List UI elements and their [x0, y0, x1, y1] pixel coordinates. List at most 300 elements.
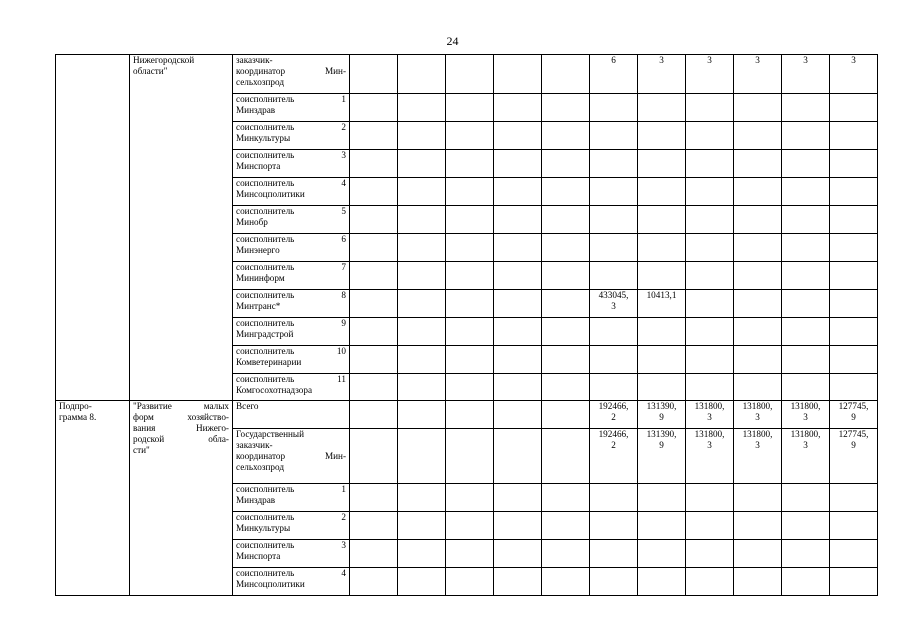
value-part: 3: [659, 55, 664, 65]
role-line: [236, 234, 346, 245]
value-part: 2: [611, 440, 616, 450]
value-cell: [686, 568, 734, 596]
role-line: [236, 568, 346, 579]
empty-cell: [494, 401, 542, 429]
value-cell: [734, 178, 782, 206]
empty-cell: [494, 122, 542, 150]
empty-cell: [398, 206, 446, 234]
empty-cell: [350, 178, 398, 206]
label-word: Мин-: [324, 451, 346, 461]
value-part: 131800,: [790, 401, 821, 411]
value-cell: [686, 122, 734, 150]
ministry-name: Минкультуры: [236, 523, 291, 533]
name-word: малых: [203, 401, 229, 411]
value-cell: [590, 94, 638, 122]
value-cell: [590, 540, 638, 568]
role-text: соисполнитель: [236, 484, 295, 494]
empty-cell: [398, 484, 446, 512]
name-word: обла-: [208, 434, 229, 444]
value-cell: [734, 401, 782, 429]
name-word: родской: [133, 434, 165, 444]
participant-cell: [233, 484, 350, 512]
role-number: 11: [337, 374, 346, 384]
participant-cell: [233, 94, 350, 122]
name-word: "Развитие: [133, 401, 172, 411]
role-number: 2: [341, 512, 346, 522]
ministry-name: Минградстрой: [236, 329, 294, 339]
empty-cell: [350, 262, 398, 290]
role-line: [236, 346, 346, 357]
value-cell: [590, 206, 638, 234]
table-row: [56, 401, 878, 429]
label-word: координатор: [236, 451, 286, 461]
empty-cell: [446, 234, 494, 262]
empty-cell: [446, 401, 494, 429]
role-line: [236, 318, 346, 329]
role-number: 1: [341, 94, 346, 104]
empty-cell: [398, 94, 446, 122]
empty-cell: [542, 290, 590, 318]
role-text: соисполнитель: [236, 122, 295, 132]
value-part: 3: [707, 55, 712, 65]
value-cell: [638, 290, 686, 318]
participant-cell: [233, 346, 350, 374]
empty-cell: [542, 512, 590, 540]
value-cell: [782, 318, 830, 346]
role-line: [236, 374, 346, 385]
ministry-name: Минсоцполитики: [236, 189, 305, 199]
value-cell: [734, 94, 782, 122]
empty-cell: [446, 346, 494, 374]
empty-cell: [350, 540, 398, 568]
value-cell: [830, 540, 878, 568]
empty-cell: [350, 374, 398, 401]
ministry-name: Минобр: [236, 217, 268, 227]
value-cell: [686, 150, 734, 178]
empty-cell: [494, 374, 542, 401]
empty-cell: [542, 484, 590, 512]
value-cell: [782, 290, 830, 318]
value-cell: [782, 429, 830, 484]
role-number: 8: [341, 290, 346, 300]
value-cell: [590, 401, 638, 429]
name-line: [133, 412, 229, 423]
empty-cell: [350, 290, 398, 318]
empty-cell: [446, 122, 494, 150]
role-number: 5: [341, 206, 346, 216]
value-cell: [734, 122, 782, 150]
value-cell: [830, 206, 878, 234]
empty-cell: [494, 512, 542, 540]
value-cell: [734, 429, 782, 484]
empty-cell: [350, 318, 398, 346]
ministry-name: Минспорта: [236, 161, 281, 171]
value-cell: [830, 568, 878, 596]
empty-cell: [494, 94, 542, 122]
value-cell: [686, 206, 734, 234]
empty-cell: [542, 178, 590, 206]
empty-cell: [494, 429, 542, 484]
empty-cell: [542, 568, 590, 596]
empty-cell: [398, 401, 446, 429]
role-text: соисполнитель: [236, 568, 295, 578]
value-part: 3: [755, 412, 760, 422]
value-cell: [782, 55, 830, 94]
role-line: [236, 262, 346, 273]
table-row: [56, 55, 878, 94]
empty-cell: [350, 55, 398, 94]
value-cell: [830, 94, 878, 122]
value-cell: [590, 318, 638, 346]
value-cell: [734, 512, 782, 540]
value-cell: [830, 484, 878, 512]
value-cell: [830, 178, 878, 206]
empty-cell: [446, 374, 494, 401]
empty-cell: [398, 178, 446, 206]
value-cell: [782, 262, 830, 290]
role-number: 2: [341, 122, 346, 132]
value-cell: [638, 429, 686, 484]
label-line: Государственный: [236, 429, 305, 439]
value-cell: [734, 150, 782, 178]
value-part: 3: [803, 412, 808, 422]
empty-cell: [350, 568, 398, 596]
value-cell: [686, 401, 734, 429]
empty-cell: [542, 429, 590, 484]
role-text: соисполнитель: [236, 346, 295, 356]
value-cell: [734, 290, 782, 318]
value-cell: [782, 568, 830, 596]
value-cell: [830, 512, 878, 540]
role-number: 3: [341, 540, 346, 550]
value-part: 433045,: [598, 290, 629, 300]
empty-cell: [542, 401, 590, 429]
empty-cell: [398, 122, 446, 150]
value-cell: [734, 262, 782, 290]
empty-cell: [542, 262, 590, 290]
empty-cell: [350, 512, 398, 540]
value-cell: [686, 512, 734, 540]
empty-cell: [446, 540, 494, 568]
role-text: соисполнитель: [236, 374, 295, 384]
empty-cell: [494, 206, 542, 234]
value-part: 10413,1: [646, 290, 677, 300]
empty-cell: [350, 346, 398, 374]
value-part: 9: [659, 412, 664, 422]
value-part: 3: [707, 440, 712, 450]
empty-cell: [446, 484, 494, 512]
empty-cell: [542, 150, 590, 178]
empty-cell: [350, 401, 398, 429]
value-cell: [830, 318, 878, 346]
value-cell: [638, 318, 686, 346]
empty-cell: [398, 540, 446, 568]
value-cell: [782, 150, 830, 178]
empty-cell: [446, 568, 494, 596]
value-part: 131800,: [742, 401, 773, 411]
label-line: заказчик-: [236, 440, 273, 450]
value-cell: [686, 429, 734, 484]
value-cell: [830, 346, 878, 374]
value-cell: [590, 122, 638, 150]
role-text: соисполнитель: [236, 94, 295, 104]
value-cell: [782, 540, 830, 568]
value-cell: [782, 234, 830, 262]
role-line: [236, 484, 346, 495]
value-cell: [734, 568, 782, 596]
label-line: [236, 451, 346, 462]
value-part: 3: [803, 55, 808, 65]
value-cell: [638, 512, 686, 540]
subprogram-cell: [56, 55, 130, 401]
value-part: 2: [611, 412, 616, 422]
role-number: 10: [336, 346, 346, 356]
value-part: 131800,: [742, 429, 773, 439]
empty-cell: [542, 346, 590, 374]
value-cell: [782, 401, 830, 429]
value-cell: [830, 234, 878, 262]
participant-cell: [233, 234, 350, 262]
value-cell: [734, 318, 782, 346]
value-cell: [782, 374, 830, 401]
empty-cell: [446, 178, 494, 206]
value-part: 131800,: [790, 429, 821, 439]
participant-cell: [233, 290, 350, 318]
value-part: 3: [851, 55, 856, 65]
name-word: форм: [133, 412, 154, 422]
value-part: 192466,: [598, 401, 629, 411]
role-number: 1: [341, 484, 346, 494]
role-text: соисполнитель: [236, 178, 295, 188]
role-text: соисполнитель: [236, 540, 295, 550]
label-word: координатор: [236, 66, 286, 76]
value-part: 9: [851, 412, 856, 422]
participant-cell: [233, 206, 350, 234]
role-line: [236, 290, 346, 301]
empty-cell: [446, 55, 494, 94]
role-number: 6: [341, 234, 346, 244]
empty-cell: [494, 262, 542, 290]
value-cell: [638, 206, 686, 234]
participant-cell: [233, 512, 350, 540]
empty-cell: [446, 150, 494, 178]
value-cell: [830, 262, 878, 290]
empty-cell: [446, 429, 494, 484]
value-cell: [830, 150, 878, 178]
empty-cell: [398, 234, 446, 262]
value-cell: [638, 346, 686, 374]
empty-cell: [494, 568, 542, 596]
value-cell: [590, 290, 638, 318]
empty-cell: [398, 512, 446, 540]
value-cell: [638, 262, 686, 290]
value-cell: [590, 568, 638, 596]
value-cell: [590, 150, 638, 178]
empty-cell: [542, 94, 590, 122]
empty-cell: [494, 55, 542, 94]
empty-cell: [398, 150, 446, 178]
value-cell: [686, 540, 734, 568]
empty-cell: [446, 512, 494, 540]
value-part: 131390,: [646, 429, 677, 439]
empty-cell: [350, 206, 398, 234]
value-cell: [782, 512, 830, 540]
value-cell: [590, 234, 638, 262]
ministry-name: Минспорта: [236, 551, 281, 561]
empty-cell: [446, 262, 494, 290]
value-part: 9: [659, 440, 664, 450]
empty-cell: [398, 346, 446, 374]
empty-cell: [542, 234, 590, 262]
ministry-name: Минкультуры: [236, 133, 291, 143]
value-part: 131390,: [646, 401, 677, 411]
participant-cell: [233, 568, 350, 596]
value-cell: [830, 55, 878, 94]
role-text: соисполнитель: [236, 512, 295, 522]
value-cell: [638, 374, 686, 401]
role-line: [236, 206, 346, 217]
value-cell: [638, 150, 686, 178]
participant-cell: [233, 374, 350, 401]
value-part: 3: [755, 55, 760, 65]
value-cell: [734, 374, 782, 401]
program-name-cell: [130, 401, 233, 596]
value-cell: [590, 484, 638, 512]
empty-cell: [542, 206, 590, 234]
participant-cell: [233, 318, 350, 346]
empty-cell: [542, 55, 590, 94]
label-line: заказчик-: [236, 55, 273, 65]
role-text: соисполнитель: [236, 234, 295, 244]
role-number: 4: [341, 178, 346, 188]
empty-cell: [542, 318, 590, 346]
value-cell: [830, 290, 878, 318]
empty-cell: [446, 290, 494, 318]
value-part: 131800,: [694, 401, 725, 411]
participant-cell: [233, 262, 350, 290]
label-line: сельхозпрод: [236, 462, 285, 472]
value-cell: [734, 540, 782, 568]
participant-cell: [233, 150, 350, 178]
ministry-name: Минэнерго: [236, 245, 280, 255]
name-line: [133, 434, 229, 445]
subprogram-cell: [56, 401, 130, 596]
value-part: 127745,: [838, 429, 869, 439]
ministry-name: Комветеринарии: [236, 357, 302, 367]
empty-cell: [494, 290, 542, 318]
empty-cell: [446, 206, 494, 234]
value-cell: [590, 262, 638, 290]
value-part: 127745,: [838, 401, 869, 411]
value-cell: [686, 374, 734, 401]
role-line: [236, 94, 346, 105]
role-number: 7: [341, 262, 346, 272]
value-part: 9: [851, 440, 856, 450]
empty-cell: [398, 290, 446, 318]
empty-cell: [350, 94, 398, 122]
value-cell: [782, 484, 830, 512]
empty-cell: [446, 318, 494, 346]
value-cell: [782, 122, 830, 150]
name-line: [133, 401, 229, 412]
ministry-name: Минздрав: [236, 105, 276, 115]
value-cell: [590, 512, 638, 540]
empty-cell: [398, 262, 446, 290]
budget-table: [55, 54, 878, 596]
value-part: 192466,: [598, 429, 629, 439]
empty-cell: [494, 150, 542, 178]
empty-cell: [494, 234, 542, 262]
role-text: соисполнитель: [236, 206, 295, 216]
name-line: [133, 423, 229, 434]
value-cell: [638, 484, 686, 512]
value-cell: [686, 262, 734, 290]
empty-cell: [398, 374, 446, 401]
role-text: соисполнитель: [236, 290, 295, 300]
value-cell: [590, 374, 638, 401]
value-cell: [686, 318, 734, 346]
role-text: соисполнитель: [236, 262, 295, 272]
role-line: [236, 150, 346, 161]
empty-cell: [494, 484, 542, 512]
value-cell: [638, 55, 686, 94]
role-text: соисполнитель: [236, 150, 295, 160]
value-cell: [638, 234, 686, 262]
value-cell: [638, 540, 686, 568]
empty-cell: [398, 318, 446, 346]
value-part: 3: [803, 440, 808, 450]
ministry-name: Минтранс*: [236, 301, 281, 311]
value-cell: [830, 122, 878, 150]
total-label: Всего: [233, 401, 350, 429]
role-text: соисполнитель: [236, 318, 295, 328]
value-cell: [782, 206, 830, 234]
participant-cell: [233, 122, 350, 150]
page-number: 24: [446, 34, 459, 48]
role-line: [236, 178, 346, 189]
empty-cell: [494, 540, 542, 568]
participant-cell: [233, 540, 350, 568]
value-cell: [686, 234, 734, 262]
value-cell: [638, 401, 686, 429]
label-word: Мин-: [324, 66, 346, 76]
value-cell: [830, 401, 878, 429]
empty-cell: [494, 178, 542, 206]
empty-cell: [494, 346, 542, 374]
value-cell: [686, 55, 734, 94]
empty-cell: [350, 150, 398, 178]
value-cell: [590, 346, 638, 374]
empty-cell: [398, 55, 446, 94]
empty-cell: [350, 122, 398, 150]
value-cell: [590, 178, 638, 206]
value-cell: [734, 55, 782, 94]
empty-cell: [542, 540, 590, 568]
value-part: 3: [707, 412, 712, 422]
value-part: 6: [611, 55, 616, 65]
value-cell: [686, 484, 734, 512]
empty-cell: [542, 374, 590, 401]
participant-cell: [233, 429, 350, 484]
subprogram-line: грамма 8.: [59, 412, 97, 422]
label-line: сельхозпрод: [236, 77, 285, 87]
participant-cell: [233, 178, 350, 206]
program-name-cell: Нижегородской области": [130, 55, 233, 401]
role-line: [236, 122, 346, 133]
value-cell: [782, 346, 830, 374]
empty-cell: [398, 429, 446, 484]
value-cell: [638, 178, 686, 206]
